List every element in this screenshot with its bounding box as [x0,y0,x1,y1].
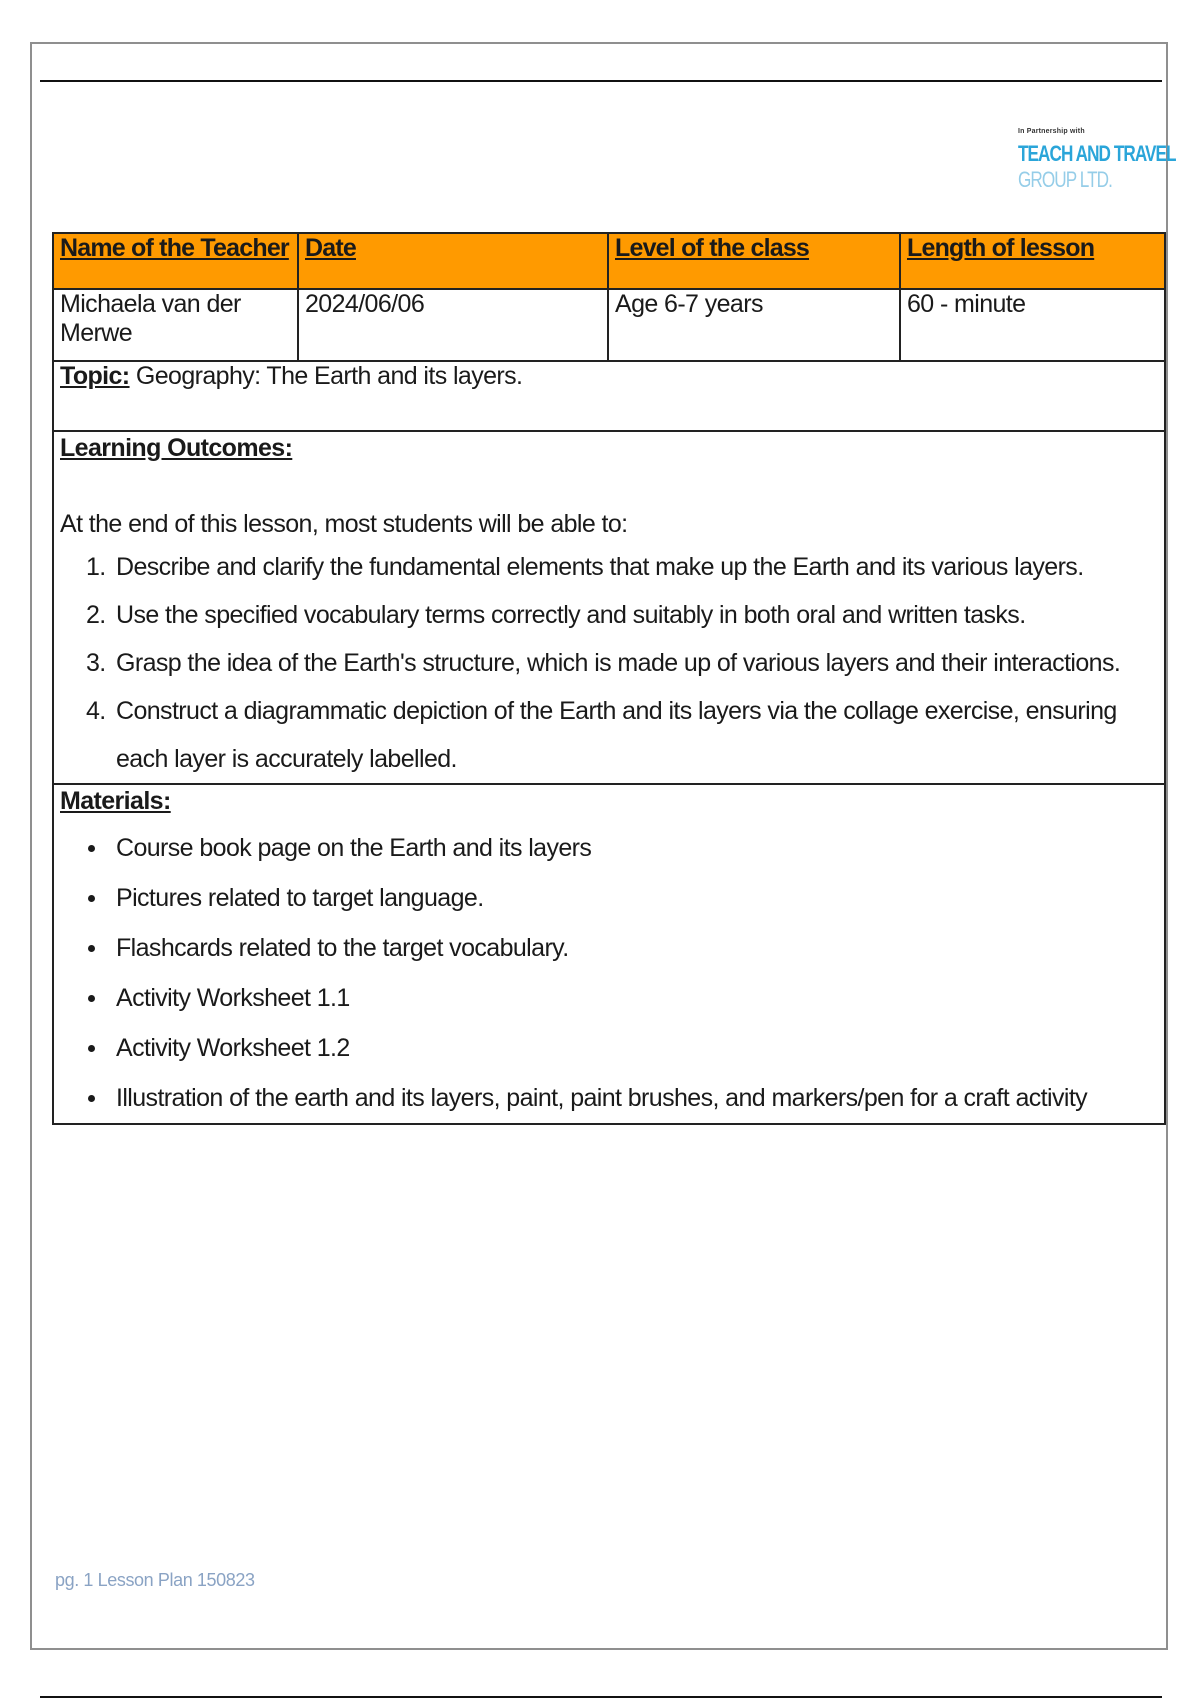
length-value: 60 - minute [900,289,1165,361]
partner-logo [1018,128,1176,193]
topic-label: Topic: [60,362,130,390]
learning-outcomes-intro: At the end of this lesson, most students will be able to: [60,510,628,538]
list-item: 1. Describe and clarify the fundamental elements that make up the Earth and its various layers. [112,543,1158,591]
header-row [53,233,1165,289]
learning-outcomes-cell [53,431,1165,784]
list-item: 4. Construct a diagrammatic depiction of the Earth and its layers via the collage exercise, ensuring each layer is accurately labelled. [112,687,1158,783]
date-header: Date [298,233,608,289]
materials-cell [53,784,1165,1124]
date-value: 2024/06/06 [298,289,608,361]
list-item: Flashcards related to the target vocabulary. [112,923,1158,973]
list-item: Pictures related to target language. [112,873,1158,923]
logo-brand-line2: GROUP LTD. [1018,167,1112,192]
list-item: Course book page on the Earth and its layers [112,823,1158,873]
materials-list [60,823,1158,1123]
page-footer: pg. 1 Lesson Plan 150823 [55,1570,255,1590]
info-row [53,289,1165,361]
lesson-plan-table [52,232,1166,1125]
teacher-value: Michaela van der Merwe [53,289,298,361]
list-item: 3. Grasp the idea of the Earth's structure, which is made up of various layers and their interactions. [112,639,1158,687]
learning-outcomes-list [60,543,1158,783]
logo-partner-text: In Partnership with [1018,128,1085,135]
materials-title: Materials: [60,787,171,815]
materials-row [53,784,1165,1124]
learning-outcomes-row [53,431,1165,784]
topic-row [53,361,1165,431]
topic-value: Geography: The Earth and its layers. [129,362,523,390]
teacher-header: Name of the Teacher [53,233,298,289]
footer-rule [40,1696,1162,1698]
list-item: Activity Worksheet 1.2 [112,1023,1158,1073]
list-item: Illustration of the earth and its layers, paint, paint brushes, and markers/pen for a craft activity [112,1073,1158,1123]
level-value: Age 6-7 years [608,289,900,361]
list-item: 2. Use the specified vocabulary terms correctly and suitably in both oral and written tasks. [112,591,1158,639]
learning-outcomes-title: Learning Outcomes: [60,434,293,462]
logo-brand-line1: TEACH AND TRAVEL [1018,141,1176,166]
length-header: Length of lesson [900,233,1165,289]
level-header: Level of the class [608,233,900,289]
list-item: Activity Worksheet 1.1 [112,973,1158,1023]
header-rule [40,80,1162,82]
topic-cell [53,361,1165,431]
